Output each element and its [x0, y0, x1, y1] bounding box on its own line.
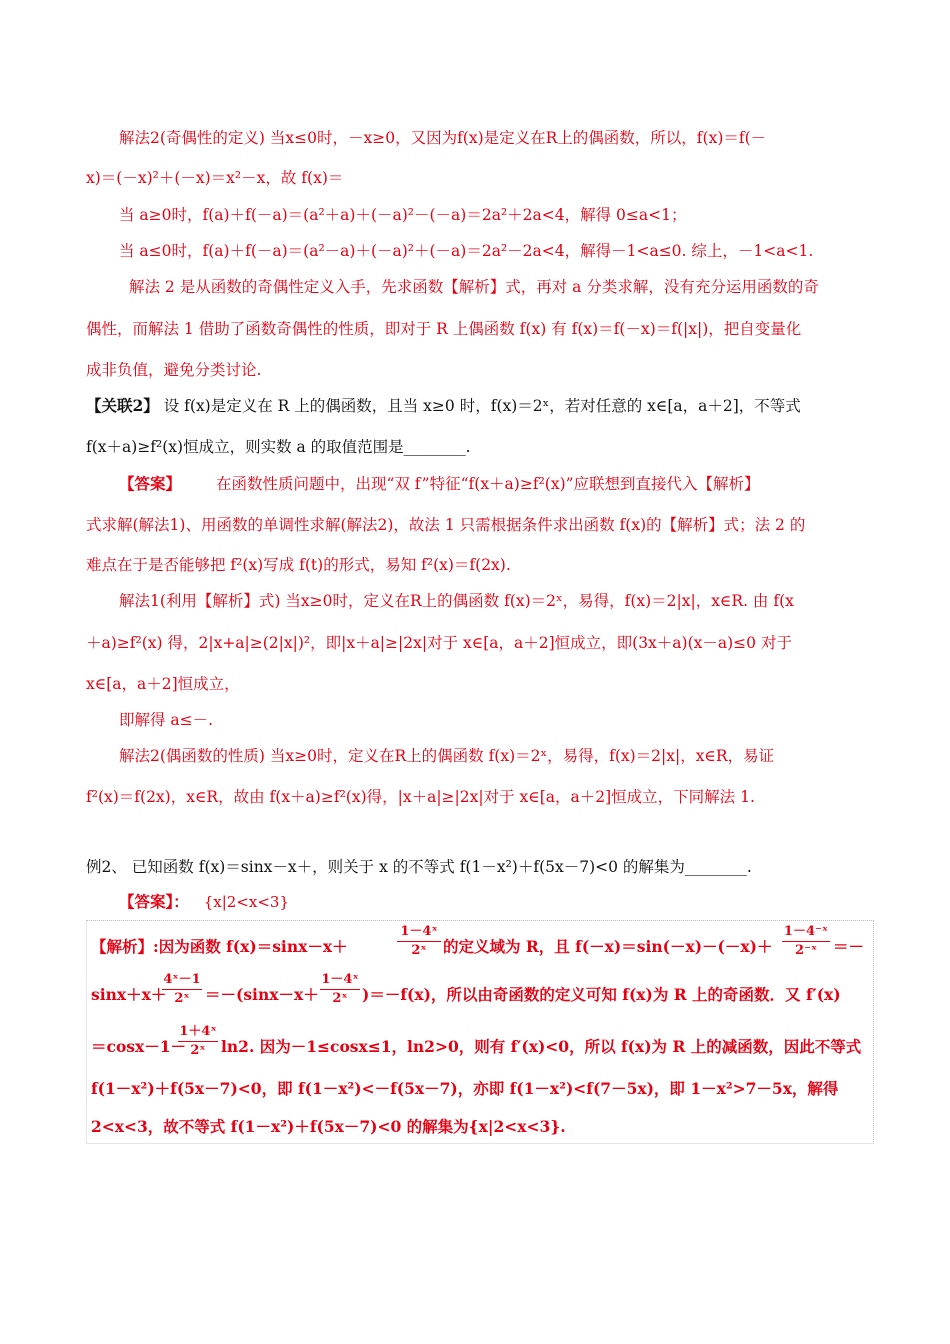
fraction-3-denominator: 2ˣ — [174, 991, 190, 1006]
method2b-line-2: f²(x)＝f(2x)，x∈R，故由 f(x＋a)≥f²(x)得，|x＋a|≥|2x|对于 x∈[a，a＋2]恒成立，下同解法 1. — [86, 788, 755, 806]
example2-answer — [119, 892, 289, 912]
answer-line-1 — [119, 474, 760, 494]
answer-text: 在函数性质问题中，出现“双 f”特征“f(x＋a)≥f²(x)”应联想到直接代入【解析】 — [215, 475, 760, 493]
fraction-1 — [395, 924, 443, 959]
fraction-5-bar — [178, 1041, 218, 1042]
method2-case-2: 当 a≤0时，f(a)＋f(－a)＝(a²－a)＋(－a)²＋(－a)＝2a²－2a<4，解得－1<a≤0. 综上，－1<a<1. — [119, 242, 814, 260]
analysis-text-5: 2<x<3，故不等式 f(1－x²)＋f(5x－7)<0 的解集为{x|2<x<3}. — [91, 1117, 566, 1136]
method2-case-1: 当 a≥0时，f(a)＋f(－a)＝(a²＋a)＋(－a)²－(－a)＝2a²＋2a<4，解得 0≤a<1； — [119, 206, 687, 224]
method1-line-2: ＋a)≥f²(x) 得，2|x+a|≥(2|x|)²，即|x＋a|≥|2x|对于 x∈[a，a＋2]恒成立，即(3x＋a)(x－a)≤0 对于 — [86, 634, 792, 652]
fraction-1-numerator: 1－4ˣ — [400, 924, 438, 939]
example2-answer-value: {x|2<x<3} — [203, 893, 289, 911]
analysis-text-1c: ＝－ — [833, 937, 865, 956]
fraction-2-denominator: 2⁻ˣ — [794, 943, 818, 958]
comment-line-1: 解法 2 是从函数的奇偶性定义入手，先求函数【解析】式，再对 a 分类求解，没有充分运用函数的奇 — [129, 278, 819, 296]
example2-question: 例2、 已知函数 f(x)＝sinx－x＋，则关于 x 的不等式 f(1－x²)＋f(5x－7)<0 的解集为________. — [86, 858, 752, 876]
fraction-3 — [160, 972, 204, 1007]
analysis-tag: 【解析】: — [91, 937, 159, 956]
fraction-5 — [176, 1024, 220, 1059]
example2-answer-tag: 【答案】： — [119, 892, 189, 911]
method2b-line-1: 解法2(偶函数的性质) 当x≥0时，定义在R上的偶函数 f(x)＝2ˣ，易得，f(x)＝2|x|，x∈R，易证 — [119, 747, 775, 765]
fraction-5-denominator: 2ˣ — [190, 1043, 206, 1058]
method2-line-1: 解法2(奇偶性的定义) 当x≤0时，－x≥0，又因为f(x)是定义在R上的偶函数，所以，f(x)＝f(－ — [119, 129, 767, 147]
comment-line-3: 成非负值，避免分类讨论. — [86, 361, 262, 379]
analysis-text-2c: )＝－f(x)，所以由奇函数的定义可知 f(x)为 R 上的奇函数．又 f′(x) — [362, 985, 841, 1004]
answer-line-3: 难点在于是否能够把 f²(x)写成 f(t)的形式，易知 f²(x)＝f(2x). — [86, 556, 511, 574]
fraction-4-bar — [320, 989, 360, 990]
fraction-3-bar — [162, 989, 202, 990]
answer-tag: 【答案】 — [119, 474, 182, 493]
answer-line-2: 式求解(解法1)、用函数的单调性求解(解法2)，故法 1 只需根据条件求出函数 f(x)的【解析】式；法 2 的 — [86, 516, 806, 534]
fraction-2-numerator: 1－4⁻ˣ — [783, 924, 829, 939]
analysis-text-3a: ＝cosx－1－ — [91, 1037, 187, 1056]
related2-tag: 【关联2】 — [86, 396, 159, 415]
analysis-row-1 — [91, 937, 348, 957]
fraction-2 — [780, 924, 832, 959]
related2-question-line-2: f(x＋a)≥f²(x)恒成立，则实数 a 的取值范围是________. — [86, 438, 471, 456]
analysis-text-2a: sinx＋x＋ — [91, 985, 167, 1004]
fraction-3-numerator: 4ˣ－1 — [163, 972, 201, 987]
fraction-5-numerator: 1＋4ˣ — [179, 1024, 217, 1039]
fraction-4-numerator: 1－4ˣ — [321, 972, 359, 987]
fraction-4-denominator: 2ˣ — [332, 991, 348, 1006]
fraction-2-bar — [782, 941, 830, 942]
related2-question-text: 设 f(x)是定义在 R 上的偶函数，且当 x≥0 时，f(x)＝2ˣ，若对任意的 x∈[a，a＋2]，不等式 — [163, 397, 801, 415]
fraction-1-bar — [397, 941, 441, 942]
analysis-text-4: f(1－x²)＋f(5x－7)<0，即 f(1－x²)<－f(5x－7)，亦即 f(1－x²)<f(7－5x)，即 1－x²>7－5x，解得 — [91, 1079, 839, 1098]
analysis-text-2b: ＝－(sinx－x＋ — [205, 985, 319, 1004]
related2-question-line-1 — [86, 396, 801, 416]
analysis-text-1a: 因为函数 f(x)＝sinx－x＋ — [158, 937, 348, 956]
analysis-text-3b: ln2. 因为－1≤cosx≤1，ln2>0，则有 f′(x)<0，所以 f(x)为 R 上的减函数，因此不等式 — [221, 1037, 862, 1056]
method1-line-3: x∈[a，a＋2]恒成立， — [86, 675, 240, 693]
method1-line-1: 解法1(利用【解析】式) 当x≥0时，定义在R上的偶函数 f(x)＝2ˣ，易得，f(x)＝2|x|，x∈R. 由 f(x — [119, 592, 794, 610]
method2-line-2: x)＝(－x)²＋(－x)＝x²－x，故 f(x)＝ — [86, 169, 344, 187]
method1-line-4: 即解得 a≤－. — [119, 711, 214, 729]
comment-line-2: 偶性，而解法 1 借助了函数奇偶性的性质，即对于 R 上偶函数 f(x) 有 f(x)＝f(－x)＝f(|x|)，把自变量化 — [86, 320, 802, 338]
fraction-4 — [318, 972, 362, 1007]
analysis-text-1b: 的定义域为 R，且 f(－x)＝sin(－x)－(－x)＋ — [443, 937, 773, 956]
fraction-1-denominator: 2ˣ — [411, 943, 427, 958]
